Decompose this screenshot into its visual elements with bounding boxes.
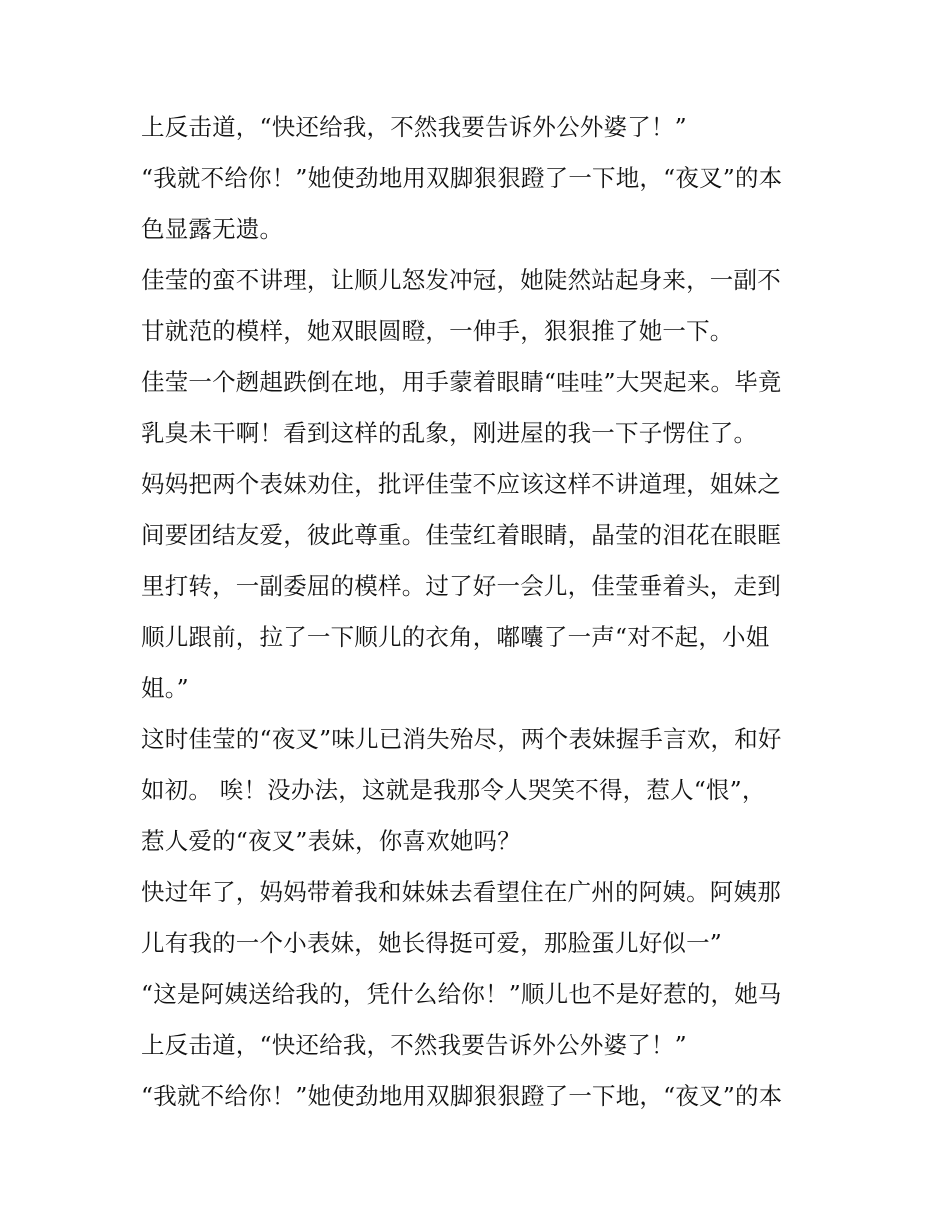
text-line: “这是阿姨送给我的，凭什么给你！”顺儿也不是好惹的，她马 — [141, 980, 782, 1008]
text-line: 姐。” — [141, 674, 189, 702]
text-line: 甘就范的模样，她双眼圆瞪，一伸手，狠狠推了她一下。 — [141, 317, 734, 345]
text-line: 顺儿跟前，拉了一下顺儿的衣角，嘟囔了一声“对不起，小姐 — [141, 623, 770, 651]
text-line: 妈妈把两个表妹劝住，批评佳莹不应该这样不讲道理，姐妹之 — [141, 470, 781, 498]
text-line: 上反击道，“快还给我，不然我要告诉外公外婆了！” — [141, 113, 687, 141]
text-line: 里打转，一副委屈的模样。过了好一会儿，佳莹垂着头，走到 — [141, 572, 781, 600]
text-line: 快过年了，妈妈带着我和妹妹去看望住在广州的阿姨。阿姨那 — [141, 878, 781, 906]
text-line: “我就不给你！”她使劲地用双脚狠狠蹬了一下地，“夜叉”的本 — [141, 164, 783, 192]
text-line: 上反击道，“快还给我，不然我要告诉外公外婆了！” — [141, 1031, 687, 1059]
text-line: 色显露无遗。 — [141, 215, 284, 243]
text-line: 儿有我的一个小表妹，她长得挺可爱，那脸蛋儿好似一” — [141, 929, 723, 957]
text-line: 佳莹的蛮不讲理，让顺儿怒发冲冠，她陡然站起身来，一副不 — [141, 266, 781, 294]
text-line: 乳臭未干啊！看到这样的乱象，刚进屋的我一下子愣住了。 — [141, 419, 758, 447]
text-line: 间要团结友爱，彼此尊重。佳莹红着眼睛，晶莹的泪花在眼眶 — [141, 521, 781, 549]
text-line: 惹人爱的“夜叉”表妹，你喜欢她吗？ — [141, 827, 521, 855]
text-line: 这时佳莹的“夜叉”味儿已消失殆尽，两个表妹握手言欢，和好 — [141, 725, 782, 753]
text-line: “我就不给你！”她使劲地用双脚狠狠蹬了一下地，“夜叉”的本 — [141, 1082, 783, 1110]
text-line: 佳莹一个趔趄跌倒在地，用手蒙着眼睛“哇哇”大哭起来。毕竟 — [141, 368, 782, 396]
body-text — [141, 107, 821, 1127]
text-line: 如初。 唉！没办法，这就是我那令人哭笑不得，惹人“恨”， — [141, 776, 766, 804]
